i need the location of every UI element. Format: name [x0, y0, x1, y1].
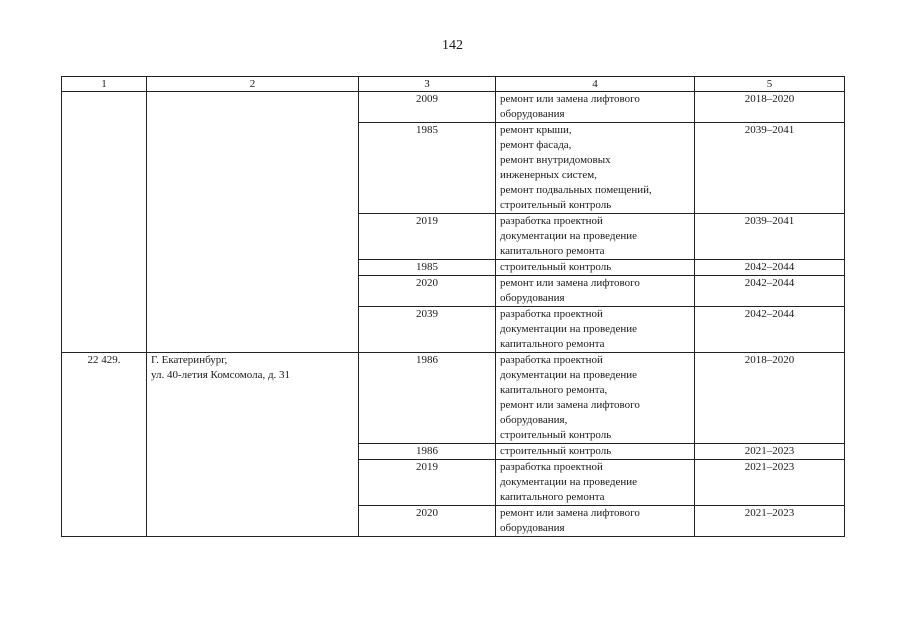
cell-line: документации на проведение: [500, 369, 638, 381]
repair-schedule-table: [61, 76, 845, 537]
cell-line: оборудования,: [500, 414, 568, 426]
cell-line: ремонт или замена лифтового: [500, 399, 640, 411]
cell-line: разработка проектной: [500, 215, 603, 227]
cell-line: разработка проектной: [500, 354, 603, 366]
entry-number-cell: 22 429.: [62, 353, 147, 537]
works-cell: [496, 123, 695, 214]
cell-line: документации на проведение: [500, 476, 638, 488]
page-number: 142: [442, 38, 463, 53]
cell-line: оборудования: [500, 522, 565, 534]
period-cell: 2039–2041: [695, 123, 845, 214]
commissioning-year-cell: 2019: [359, 214, 496, 260]
works-cell: [496, 353, 695, 444]
cell-line: ремонт подвальных помещений,: [500, 184, 652, 196]
commissioning-year-cell: 2039: [359, 307, 496, 353]
cell-line: строительный контроль: [500, 261, 612, 273]
period-cell: 2021–2023: [695, 444, 845, 460]
cell-line: ремонт крыши,: [500, 124, 572, 136]
entry-number-cell: [62, 92, 147, 353]
cell-line: документации на проведение: [500, 230, 638, 242]
works-cell: [496, 460, 695, 506]
cell-line: строительный контроль: [500, 445, 612, 457]
cell-line: ремонт или замена лифтового: [500, 277, 640, 289]
commissioning-year-cell: 1986: [359, 353, 496, 444]
column-header: 3: [359, 77, 496, 92]
works-cell: [496, 444, 695, 460]
table-row: [62, 92, 845, 123]
commissioning-year-cell: 2020: [359, 276, 496, 307]
cell-line: документации на проведение: [500, 323, 638, 335]
period-cell: 2042–2044: [695, 260, 845, 276]
period-cell: 2018–2020: [695, 353, 845, 444]
works-cell: [496, 92, 695, 123]
cell-line: строительный контроль: [500, 429, 612, 441]
works-cell: [496, 506, 695, 537]
column-header: 1: [62, 77, 147, 92]
cell-line: ул. 40-летия Комсомола, д. 31: [151, 369, 291, 381]
column-header: 5: [695, 77, 845, 92]
address-cell: [147, 92, 359, 353]
cell-line: ремонт внутридомовых: [500, 154, 611, 166]
cell-line: инженерных систем,: [500, 169, 597, 181]
cell-line: ремонт фасада,: [500, 139, 572, 151]
cell-line: оборудования: [500, 292, 565, 304]
works-cell: [496, 276, 695, 307]
period-cell: 2042–2044: [695, 276, 845, 307]
cell-line: капитального ремонта: [500, 245, 605, 257]
period-cell: 2039–2041: [695, 214, 845, 260]
cell-line: ремонт или замена лифтового: [500, 93, 640, 105]
period-cell: 2018–2020: [695, 92, 845, 123]
cell-line: Г. Екатеринбург,: [151, 354, 228, 366]
commissioning-year-cell: 2009: [359, 92, 496, 123]
address-cell: [147, 353, 359, 537]
cell-line: разработка проектной: [500, 308, 603, 320]
cell-line: капитального ремонта: [500, 338, 605, 350]
commissioning-year-cell: 1985: [359, 123, 496, 214]
commissioning-year-cell: 1985: [359, 260, 496, 276]
works-cell: [496, 260, 695, 276]
commissioning-year-cell: 2019: [359, 460, 496, 506]
cell-line: строительный контроль: [500, 199, 612, 211]
column-header: 4: [496, 77, 695, 92]
period-cell: 2021–2023: [695, 506, 845, 537]
works-cell: [496, 307, 695, 353]
cell-line: капитального ремонта: [500, 491, 605, 503]
cell-line: капитального ремонта,: [500, 384, 608, 396]
column-header: 2: [147, 77, 359, 92]
period-cell: 2042–2044: [695, 307, 845, 353]
table-row: [62, 353, 845, 444]
cell-line: ремонт или замена лифтового: [500, 507, 640, 519]
cell-line: разработка проектной: [500, 461, 603, 473]
commissioning-year-cell: 2020: [359, 506, 496, 537]
cell-line: оборудования: [500, 108, 565, 120]
period-cell: 2021–2023: [695, 460, 845, 506]
table-body: [62, 92, 845, 537]
commissioning-year-cell: 1986: [359, 444, 496, 460]
header-row: [62, 77, 845, 92]
works-cell: [496, 214, 695, 260]
